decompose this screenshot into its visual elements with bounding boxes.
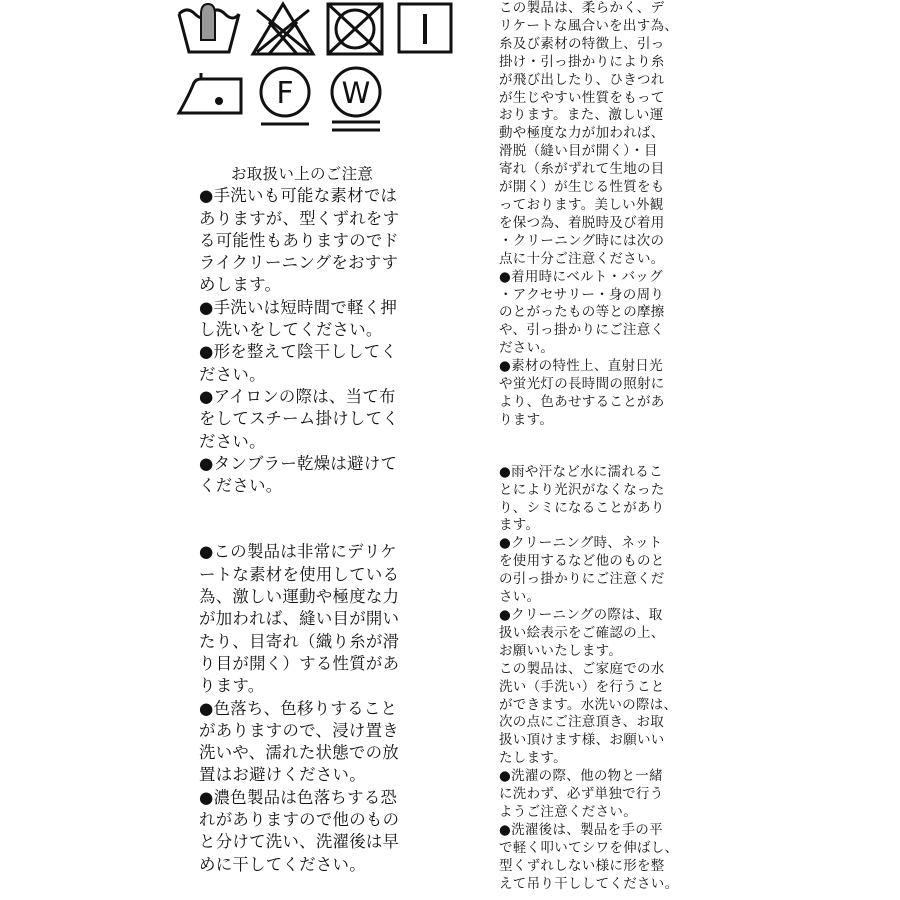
hand-wash-icon: [175, 0, 243, 60]
care-instructions-left-column: [199, 163, 444, 876]
care-note: この製品は、柔らかく、デ リケートな風合いを出す為、 糸及び素材の特徴上、引っ 掛け・引っ掛かりにより糸 が飛び出したり、ひきつれ が生じやすい性質をもって おります。また、激しい運 動や極度な力が加われば、 滑脱（縫い目が開く）・目 寄れ（糸がずれて生地の目 が開く）が生じる性質をも っております。美しい外観 を保つ為、着脱時及び着用 ・クリーニング時には次の 点に十分ご注意ください。: [499, 0, 679, 267]
care-note: ●雨や汗など水に濡れるこ とにより光沢がなくなった り、シミになることがあり ます。: [499, 463, 665, 534]
care-instructions-right-column: [499, 0, 704, 894]
care-note: ●アイロンの際は、当て布 をしてスチーム掛けしてく ださい。: [199, 386, 399, 451]
care-note: ●タンブラー乾燥は避けて ください。: [199, 453, 398, 496]
care-note: この製品は、ご家庭での水 洗い（手洗い）を行うこと ができます。水洗いの際は、 次の点にご注意頂き、お取 扱い頂けます様、お願いい たします。: [499, 660, 678, 767]
care-note: ●形を整えて陰干ししてく ださい。: [199, 342, 398, 384]
care-note: ●クリーニング時、ネット を使用するなど他のものと の引っ掛かりにご注意くだ さい。: [499, 535, 665, 606]
care-note: ●素材の特性上、直射日光 や蛍光灯の長時間の照射に より、色あせすることがあ ります。: [499, 358, 665, 428]
care-note: ●洗濯後は、製品を手の平 で軽く叩いてシワを伸ばし、 型くずれしない様に形を整 えて吊り干ししてください。: [499, 821, 679, 892]
care-note: ●色落ち、色移りすること がありますので、浸け置き 洗いや、濡れた状態での放 置はお避けください。: [199, 698, 399, 785]
care-notes-title: お取扱い上のご注意: [231, 165, 374, 183]
dry-clean-letter: F: [276, 76, 294, 111]
care-note: ●クリーニングの際は、取 扱い絵表示をご確認の上、 お願いいたします。: [499, 607, 665, 659]
care-note: ●濃色製品は色落ちする恐 れがありますので他のもの と分けて洗い、洗濯後は早 めに干してください。: [199, 787, 400, 874]
line-dry-icon: [395, 0, 455, 60]
care-note: ●この製品は非常にデリケ ートな素材を使用している 為、激しい運動や極度な力 が加われば、縫い目が開い たり、目寄れ（織り糸が滑 り目が開く）する性質があ ります。: [199, 542, 400, 696]
section-gap: [199, 497, 444, 541]
dry-clean-f-icon: [255, 64, 315, 132]
care-note: ●着用時にベルト・バッグ ・アクセサリー・身の周り のとがったもの等との摩擦 や、引っ掛かりにご注意く ださい。: [499, 268, 665, 357]
care-label-symbols: [175, 0, 465, 135]
no-tumble-dry-icon: [323, 0, 387, 60]
wet-clean-w-icon: [325, 64, 387, 136]
iron-low-icon: [175, 65, 245, 125]
care-note: ●手洗いも可能な素材では ありますが、型くずれをす る可能性もありますのでド ライクリーニングをおすす めします。: [199, 186, 400, 295]
section-gap: [499, 430, 704, 464]
care-note: ●手洗いは短時間で軽く押 し洗いをしてください。: [199, 297, 398, 340]
care-note: ●洗濯の際、他の物と一緒 に洗わず、必ず単独で行う ようご注意ください。: [499, 768, 664, 820]
wet-clean-letter: W: [341, 76, 371, 110]
no-bleach-icon: [249, 0, 317, 60]
